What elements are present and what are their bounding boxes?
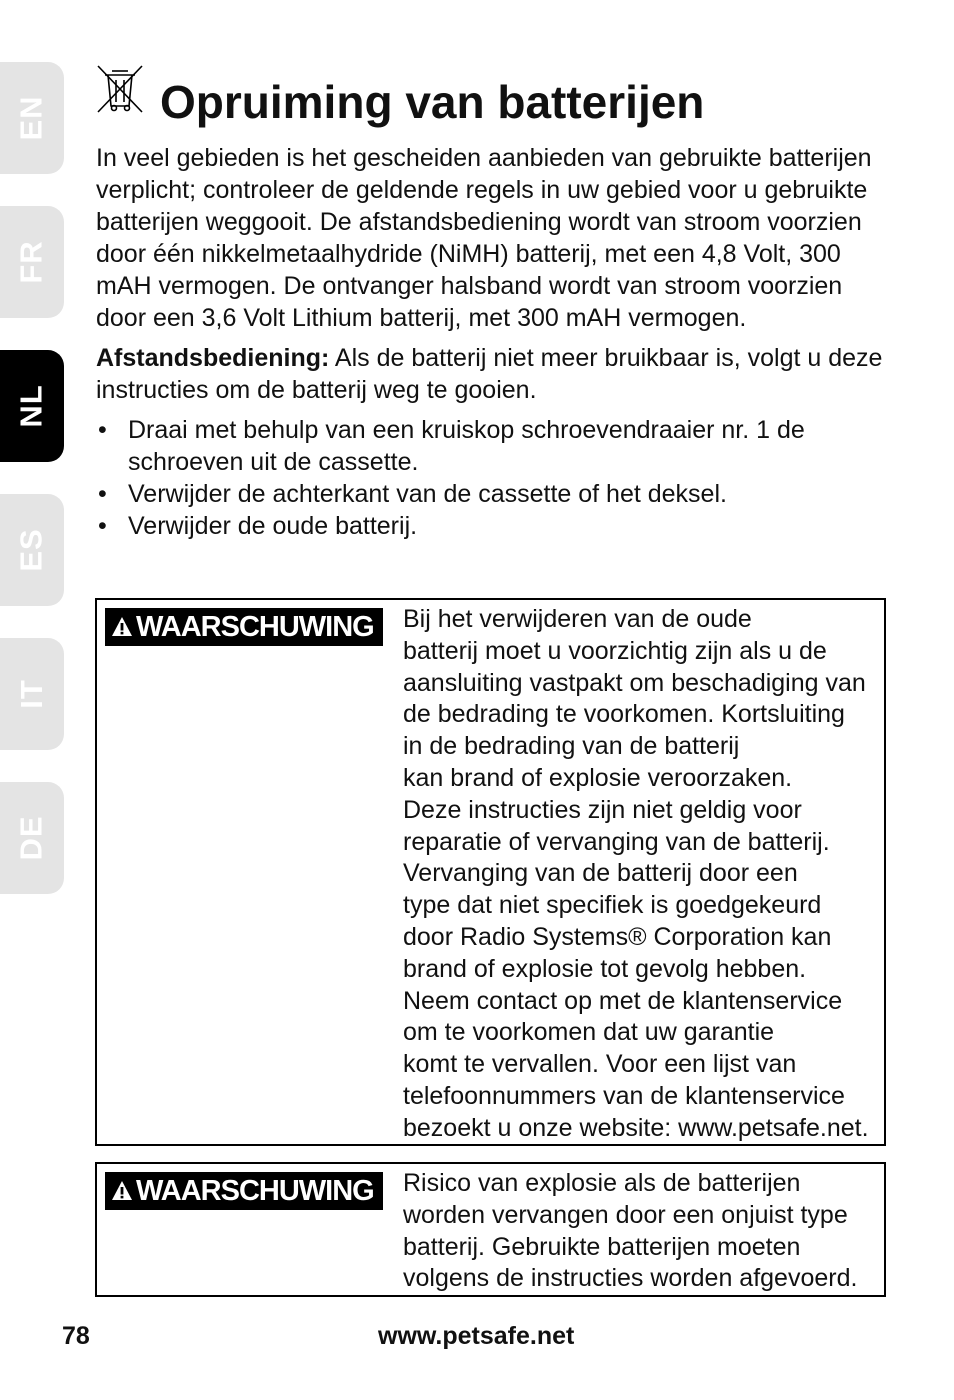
list-item: • Verwijder de achterkant van de cassette of het deksel. <box>96 478 896 510</box>
tab-label: ES <box>13 528 49 572</box>
remote-text: Als de batterij niet meer bruikbaar is, volgt u deze instructies om de batterij weg te gooien. <box>96 344 883 404</box>
title-row <box>94 62 704 132</box>
warning-box <box>95 598 886 1146</box>
steps-list <box>96 414 896 542</box>
tab-label: IT <box>14 679 49 709</box>
warning-triangle-icon <box>111 1180 133 1202</box>
warning-badge <box>105 1172 383 1210</box>
page-number: 78 <box>62 1322 90 1350</box>
warning-text: Risico van explosie als de batterijen worden vervangen door een onjuist type batterij. Gebruikte batterijen moeten volgens de instructies worden afgevoerd. <box>403 1169 858 1293</box>
tab-label: NL <box>13 384 49 428</box>
remote-label: Afstandsbediening: <box>96 344 330 372</box>
list-item: • Draai met behulp van een kruiskop schroevendraaier nr. 1 de schroeven uit de cassette. <box>96 414 896 478</box>
tab-label: EN <box>13 95 49 141</box>
warning-text: Bij het verwijderen van de oude batterij moet u voorzichtig zijn als u de aansluiting vastpakt om beschadiging van de bedrading te voorkomen. Kortsluiting in de bedrading van de batterij kan brand of explosie veroorzaken. Deze instructies zijn niet geldig voor reparatie of vervanging van de batterij. Vervanging van de batterij door een type dat niet specifiek is goedgekeurd door Radio Systems® Corporation kan brand of explosie tot gevolg hebben. Neem contact op met de klantenservice om te voorkomen dat uw garantie komt te vervallen. Voor een lijst van telefoonnummers van de klantenservice bezoekt u onze website: www.petsafe.net. <box>403 605 869 1142</box>
warning-triangle-icon <box>111 616 133 638</box>
tab-it[interactable] <box>0 638 64 750</box>
tab-label: DE <box>13 815 49 861</box>
remote-paragraph <box>96 342 896 406</box>
crossed-out-bin-icon <box>94 62 146 114</box>
footer-url-link[interactable]: www.petsafe.net <box>378 1322 575 1350</box>
tab-label: FR <box>13 240 49 284</box>
body-text <box>96 142 896 542</box>
intro-paragraph: In veel gebieden is het gescheiden aanbieden van gebruikte batterijen verplicht; controleer de geldende regels in uw gebied voor u gebruikte batterijen weggooit. De afstandsbediening wordt van stroom voorzien door één nikkelmetaalhydride (NiMH) batterij, met een 4,8 Volt, 300 mAH vermogen. De ontvanger halsband wordt van stroom voorzien door een 3,6 Volt Lithium batterij, met 300 mAH vermogen. <box>96 144 872 332</box>
tab-nl[interactable] <box>0 350 64 462</box>
page-title: Opruiming van batterijen <box>160 76 705 128</box>
tab-de[interactable] <box>0 782 64 894</box>
warning-badge <box>105 608 383 646</box>
warning-box <box>95 1162 886 1297</box>
tab-fr[interactable] <box>0 206 64 318</box>
tab-es[interactable] <box>0 494 64 606</box>
list-item: • Verwijder de oude batterij. <box>96 510 896 542</box>
warning-label: WAARSCHUWING <box>136 610 374 643</box>
tab-en[interactable] <box>0 62 64 174</box>
warning-label: WAARSCHUWING <box>136 1174 374 1207</box>
